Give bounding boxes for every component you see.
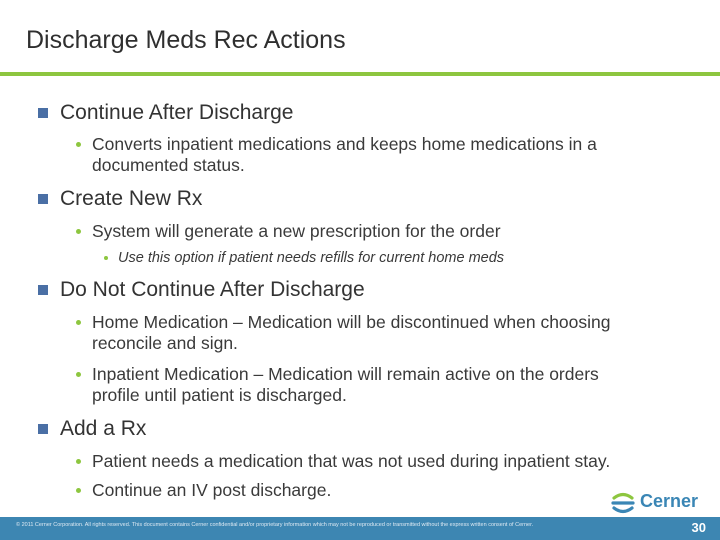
title-divider	[0, 72, 720, 76]
section-heading-text: Do Not Continue After Discharge	[60, 278, 365, 301]
logo-text: Cerner	[640, 491, 699, 511]
bullet-item	[36, 364, 696, 406]
dot-bullet-icon	[76, 488, 81, 493]
square-bullet-icon	[38, 108, 48, 118]
slide-content	[36, 100, 696, 501]
bullet-item	[36, 221, 696, 242]
bullet-line: reconcile and sign.	[92, 333, 238, 353]
sub-bullet-text: Use this option if patient needs refills for current home meds	[118, 250, 505, 266]
bullet-line: Continue an IV post discharge.	[92, 480, 332, 500]
dot-bullet-icon	[76, 229, 81, 234]
section-heading-text: Add a Rx	[60, 417, 147, 440]
square-bullet-icon	[38, 285, 48, 295]
small-dot-bullet-icon	[104, 256, 108, 260]
cerner-mark-icon	[610, 490, 636, 516]
section-heading	[36, 100, 696, 126]
bullet-item	[36, 134, 696, 176]
copyright-notice: © 2011 Cerner Corporation. All rights reserved. This document contains Cerner confidential and/or proprietary information which may not be reproduced or transmitted without the express written consent of Cerner.	[16, 522, 534, 528]
section-heading	[36, 186, 696, 212]
section-heading	[36, 416, 696, 442]
bullet-line: Inpatient Medication – Medication will remain active on the orders	[92, 364, 599, 384]
slide-title: Discharge Meds Rec Actions	[26, 26, 346, 54]
bullet-line: Home Medication – Medication will be discontinued when choosing	[92, 312, 611, 332]
dot-bullet-icon	[76, 459, 81, 464]
bullet-line: Converts inpatient medications and keeps home medications in a	[92, 134, 597, 154]
bullet-item	[36, 480, 696, 501]
section-heading-text: Continue After Discharge	[60, 101, 294, 124]
dot-bullet-icon	[76, 372, 81, 377]
footer-bar	[0, 517, 720, 540]
dot-bullet-icon	[76, 142, 81, 147]
bullet-item	[36, 451, 696, 472]
square-bullet-icon	[38, 194, 48, 204]
section-heading	[36, 277, 696, 303]
bullet-line: Patient needs a medication that was not used during inpatient stay.	[92, 451, 611, 471]
cerner-logo	[610, 490, 702, 516]
bullet-line: System will generate a new prescription for the order	[92, 221, 501, 241]
square-bullet-icon	[38, 424, 48, 434]
bullet-line: documented status.	[92, 155, 245, 175]
bullet-item	[36, 312, 696, 354]
section-heading-text: Create New Rx	[60, 187, 203, 210]
dot-bullet-icon	[76, 320, 81, 325]
page-number: 30	[691, 520, 706, 535]
bullet-line: profile until patient is discharged.	[92, 385, 347, 405]
sub-bullet-item	[36, 249, 696, 267]
